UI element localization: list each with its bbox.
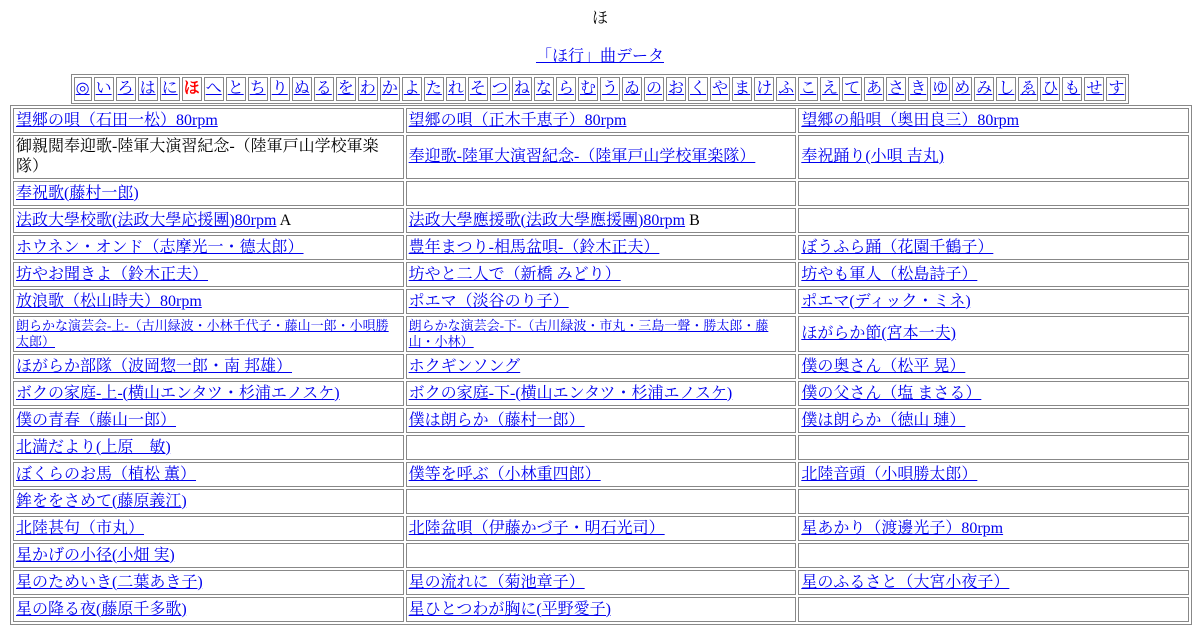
song-cell xyxy=(406,597,797,622)
song-cell xyxy=(406,543,797,568)
song-link[interactable]: ポエマ(ディック・ミネ) xyxy=(801,292,971,310)
table-row xyxy=(13,262,1189,287)
song-link[interactable]: ポエマ（淡谷のり子） xyxy=(408,292,569,310)
song-cell xyxy=(798,543,1189,568)
kana-index-cell xyxy=(776,77,796,101)
song-link[interactable]: 星のためいき(二葉あき子) xyxy=(16,573,203,591)
kana-index-link[interactable]: み xyxy=(976,80,993,97)
kana-index-link[interactable]: や xyxy=(712,80,729,97)
song-cell xyxy=(798,181,1189,206)
song-cell xyxy=(13,543,404,568)
kana-index-link[interactable]: す xyxy=(1108,80,1125,97)
song-link[interactable]: 北満だより(上原 敏) xyxy=(16,438,171,456)
song-cell xyxy=(798,289,1189,314)
song-cell xyxy=(798,108,1189,133)
kana-index-cell xyxy=(336,77,356,101)
song-link[interactable]: 望郷の唄（正木千恵子）80rpm xyxy=(408,111,627,129)
table-row xyxy=(13,462,1189,487)
song-link[interactable]: 奉祝歌(藤村一郎) xyxy=(16,184,139,202)
kana-index-cell xyxy=(864,77,884,101)
song-link[interactable]: ホクギンソング xyxy=(408,357,521,375)
kana-index-link[interactable]: た xyxy=(425,80,442,97)
kana-index-container xyxy=(0,74,1200,104)
kana-index-link[interactable]: わ xyxy=(359,80,376,97)
table-row xyxy=(13,354,1189,379)
kana-index-cell xyxy=(534,77,554,101)
song-cell xyxy=(798,235,1189,260)
kana-index-cell xyxy=(1084,77,1104,101)
kana-index-link[interactable]: の xyxy=(646,80,663,97)
kana-index-cell xyxy=(490,77,510,101)
table-row xyxy=(13,570,1189,595)
kana-index-cell xyxy=(556,77,576,101)
kana-index xyxy=(71,74,1130,104)
song-link[interactable]: 北陸音頭（小唄勝太郎） xyxy=(801,465,978,483)
kana-index-link[interactable]: ひ xyxy=(1042,80,1059,97)
song-link[interactable]: 放浪歌（松山時夫）80rpm xyxy=(16,292,202,310)
song-cell xyxy=(406,135,797,179)
table-row xyxy=(13,543,1189,568)
kana-index-link[interactable]: ふ xyxy=(778,80,795,97)
kana-index-link[interactable]: め xyxy=(954,80,971,97)
kana-index-link[interactable]: り xyxy=(271,80,288,97)
kana-index-cell xyxy=(74,77,92,101)
song-cell xyxy=(798,408,1189,433)
kana-index-cell xyxy=(160,77,180,101)
kana-index-cell xyxy=(930,77,950,101)
kana-index-cell xyxy=(380,77,400,101)
song-cell xyxy=(406,289,797,314)
song-link[interactable]: 坊やお聞きよ（鈴木正夫） xyxy=(16,265,209,283)
song-cell xyxy=(406,516,797,541)
song-link[interactable]: 星ひとつわが胸に(平野愛子) xyxy=(408,600,611,618)
song-cell xyxy=(406,262,797,287)
side-label: B xyxy=(689,211,700,229)
song-cell xyxy=(406,570,797,595)
kana-index-link[interactable]: ろ xyxy=(117,80,134,97)
kana-index-link[interactable]: か xyxy=(381,80,398,97)
song-link[interactable]: 坊やと二人で（新橋 みどり） xyxy=(408,265,621,283)
kana-index-link[interactable]: へ xyxy=(205,80,222,97)
song-cell xyxy=(13,108,404,133)
song-link[interactable]: 星の降る夜(藤原千多歌) xyxy=(16,600,187,618)
song-cell xyxy=(798,316,1189,352)
song-link[interactable]: 朗らかな演芸会-上-（古川緑波・小林千代子・藤山一郎・小唄勝太郎） xyxy=(16,318,389,349)
table-row xyxy=(13,181,1189,206)
kana-index-cell xyxy=(314,77,334,101)
song-cell xyxy=(798,435,1189,460)
song-cell xyxy=(798,597,1189,622)
song-cell xyxy=(406,181,797,206)
kana-index-link[interactable]: に xyxy=(161,80,178,97)
side-label: A xyxy=(279,211,292,229)
kana-index-link[interactable]: と xyxy=(227,80,244,97)
kana-index-cell xyxy=(94,77,114,101)
song-link[interactable]: 法政大學應援歌(法政大學應援團)80rpm xyxy=(408,211,686,229)
kana-index-link[interactable]: も xyxy=(1064,80,1081,97)
kana-index-cell xyxy=(666,77,686,101)
kana-index-cell xyxy=(820,77,840,101)
kana-index-link[interactable]: む xyxy=(579,80,596,97)
kana-index-cell xyxy=(116,77,136,101)
song-cell xyxy=(798,516,1189,541)
table-row xyxy=(13,489,1189,514)
song-link[interactable]: 北陸甚句（市丸） xyxy=(16,519,145,537)
song-link[interactable]: 僕の青春（藤山一郎） xyxy=(16,411,177,429)
kana-index-link[interactable]: れ xyxy=(447,80,464,97)
song-cell xyxy=(406,354,797,379)
song-cell xyxy=(406,462,797,487)
kana-index-cell xyxy=(1062,77,1082,101)
song-cell xyxy=(798,262,1189,287)
song-cell xyxy=(798,462,1189,487)
song-cell xyxy=(13,489,404,514)
song-cell xyxy=(13,462,404,487)
song-cell xyxy=(406,235,797,260)
song-cell xyxy=(13,181,404,206)
kana-index-cell xyxy=(842,77,862,101)
kana-index-link[interactable]: は xyxy=(139,80,156,97)
song-cell xyxy=(13,381,404,406)
table-row xyxy=(13,408,1189,433)
kana-index-link[interactable]: ぬ xyxy=(293,80,310,97)
page-title: ほ xyxy=(591,10,608,27)
song-cell xyxy=(13,289,404,314)
table-row xyxy=(13,235,1189,260)
song-link[interactable]: 北陸盆唄（伊藤かづ子・明石光司） xyxy=(408,519,665,537)
song-link[interactable]: 僕は朗らか（藤村一郎） xyxy=(408,411,585,429)
song-table xyxy=(10,105,1192,625)
song-link[interactable]: ホウネン・オンド（志摩光一・德太郎） xyxy=(16,238,304,256)
kana-index-cell xyxy=(292,77,312,101)
kana-index-link[interactable]: ま xyxy=(734,80,751,97)
table-row xyxy=(13,289,1189,314)
kana-index-link[interactable]: そ xyxy=(469,80,486,97)
song-cell xyxy=(13,516,404,541)
song-link[interactable]: ボクの家庭-上-(横山エンタツ・杉浦エノスケ) xyxy=(16,384,340,402)
song-cell xyxy=(406,316,797,352)
kana-index-link[interactable]: な xyxy=(535,80,552,97)
song-cell xyxy=(406,489,797,514)
song-cell xyxy=(13,316,404,352)
kana-index-cell xyxy=(600,77,620,101)
kana-index-cell xyxy=(578,77,598,101)
song-link[interactable]: ぼうふら踊（花園千鶴子） xyxy=(801,238,994,256)
song-link[interactable]: ボクの家庭-下-(横山エンタツ・杉浦エノスケ) xyxy=(408,384,733,402)
kana-index-link[interactable]: け xyxy=(756,80,773,97)
song-cell xyxy=(798,208,1189,233)
kana-index-cell xyxy=(952,77,972,101)
kana-index-link[interactable]: い xyxy=(95,80,112,97)
kana-index-link[interactable]: る xyxy=(315,80,332,97)
song-cell xyxy=(798,381,1189,406)
song-link[interactable]: 僕の父さん（塩 まさる） xyxy=(801,384,982,402)
kana-index-link[interactable]: お xyxy=(668,80,685,97)
song-link[interactable]: 奉迎歌-陸軍大演習紀念-（陸軍戸山学校軍楽隊） xyxy=(408,148,756,165)
song-table-container xyxy=(10,105,1192,625)
kana-index-cell xyxy=(996,77,1016,101)
kana-index-link[interactable]: ね xyxy=(513,80,530,97)
song-cell xyxy=(798,135,1189,179)
song-link[interactable]: 星かげの小径(小畑 実) xyxy=(16,546,175,564)
kana-index-cell xyxy=(908,77,928,101)
kana-index-link[interactable]: ち xyxy=(249,80,266,97)
song-link[interactable]: 望郷の船唄（奥田良三）80rpm xyxy=(801,111,1020,129)
kana-index-cell xyxy=(644,77,664,101)
song-link[interactable]: 奉祝踊り(小唄 吉丸) xyxy=(801,148,944,165)
song-link[interactable]: ほがらか部隊（波岡惣一郎・南 邦雄） xyxy=(16,357,293,375)
song-cell xyxy=(798,570,1189,595)
kana-index-cell xyxy=(468,77,488,101)
kana-index-link[interactable]: ゐ xyxy=(623,80,640,97)
song-cell xyxy=(406,408,797,433)
song-cell xyxy=(798,489,1189,514)
song-link[interactable]: 鉾ををさめて(藤原義江) xyxy=(16,492,187,510)
kana-index-cell xyxy=(402,77,422,101)
kana-index-cell xyxy=(204,77,224,101)
song-link[interactable]: 星あかり（渡邊光子）80rpm xyxy=(801,519,1004,537)
sublink-row xyxy=(0,46,1200,68)
song-link[interactable]: 僕は朗らか（徳山 璉） xyxy=(801,411,966,429)
song-cell xyxy=(406,108,797,133)
kana-index-link[interactable]: き xyxy=(910,80,927,97)
song-cell xyxy=(13,570,404,595)
kana-index-link[interactable]: く xyxy=(690,80,707,97)
song-cell xyxy=(798,354,1189,379)
song-link[interactable]: 法政大學校歌(法政大學応援團)80rpm xyxy=(16,211,277,229)
kana-index-cell xyxy=(512,77,532,101)
table-row xyxy=(13,108,1189,133)
kana-index-cell xyxy=(1018,77,1038,101)
song-link[interactable]: 星の流れに（菊池章子） xyxy=(408,573,585,591)
song-link[interactable]: ぼくらのお馬（植松 薫） xyxy=(16,465,197,483)
song-cell xyxy=(406,381,797,406)
song-cell xyxy=(13,597,404,622)
kana-index-link[interactable]: つ xyxy=(491,80,508,97)
kana-index-cell xyxy=(226,77,246,101)
kana-index-link[interactable]: え xyxy=(822,80,839,97)
song-cell xyxy=(13,208,404,233)
song-link[interactable]: 僕等を呼ぶ（小林重四郎） xyxy=(408,465,601,483)
table-row xyxy=(13,597,1189,622)
kana-index-link[interactable]: ◎ xyxy=(75,80,90,97)
song-cell xyxy=(13,408,404,433)
song-cell xyxy=(13,435,404,460)
song-cell xyxy=(13,135,404,179)
kana-index-link[interactable]: ゑ xyxy=(1020,80,1037,97)
kana-index-cell xyxy=(358,77,378,101)
table-row xyxy=(13,435,1189,460)
table-row xyxy=(13,316,1189,352)
kana-index-cell xyxy=(732,77,752,101)
kana-index-cell xyxy=(798,77,818,101)
kana-index-cell xyxy=(688,77,708,101)
song-cell xyxy=(13,354,404,379)
kana-index-link[interactable]: し xyxy=(998,80,1015,97)
table-row xyxy=(13,516,1189,541)
kana-index-current: ほ xyxy=(182,77,202,101)
kana-index-cell xyxy=(270,77,290,101)
table-row xyxy=(13,381,1189,406)
kana-index-link[interactable]: よ xyxy=(403,80,420,97)
song-link[interactable]: 朗らかな演芸会-下-（古川緑波・市丸・三島一聲・勝太郎・藤山・小林） xyxy=(408,318,769,349)
song-title: 御親閲奉迎歌-陸軍大演習紀念-（陸軍戸山学校軍楽隊） xyxy=(16,138,379,175)
kana-index-cell xyxy=(754,77,774,101)
kana-index-cell xyxy=(974,77,994,101)
kana-index-link[interactable]: て xyxy=(844,80,861,97)
song-link[interactable]: 僕の奥さん（松平 晃） xyxy=(801,357,966,375)
kana-index-cell xyxy=(1040,77,1060,101)
song-link[interactable]: ほがらか節(宮本一夫) xyxy=(801,325,956,342)
kana-index-cell xyxy=(446,77,466,101)
song-link[interactable]: 坊やも軍人（松島詩子） xyxy=(801,265,978,283)
kana-index-link[interactable]: う xyxy=(601,80,618,97)
kana-index-link[interactable]: を xyxy=(337,80,354,97)
kana-index-link[interactable]: こ xyxy=(800,80,817,97)
song-cell xyxy=(13,262,404,287)
kana-index-link[interactable]: ら xyxy=(557,80,574,97)
ho-row-song-data-link[interactable]: 「ほ行」曲データ xyxy=(535,48,664,65)
table-row xyxy=(13,208,1189,233)
kana-index-link[interactable]: さ xyxy=(888,80,905,97)
kana-index-cell xyxy=(622,77,642,101)
kana-index-cell xyxy=(424,77,444,101)
kana-index-link[interactable]: せ xyxy=(1086,80,1103,97)
kana-index-link[interactable]: ゆ xyxy=(932,80,949,97)
song-cell xyxy=(406,208,797,233)
table-row xyxy=(13,135,1189,179)
song-cell xyxy=(406,435,797,460)
kana-index-cell xyxy=(710,77,730,101)
song-link[interactable]: 星のふるさと（大宮小夜子） xyxy=(801,573,1010,591)
kana-index-cell xyxy=(1106,77,1126,101)
kana-index-link[interactable]: あ xyxy=(866,80,883,97)
song-link[interactable]: 豊年まつり-相馬盆唄-（鈴木正夫） xyxy=(408,238,660,256)
kana-index-cell xyxy=(248,77,268,101)
kana-index-cell xyxy=(886,77,906,101)
song-link[interactable]: 望郷の唄（石田一松）80rpm xyxy=(16,111,218,129)
kana-index-cell xyxy=(138,77,158,101)
song-cell xyxy=(13,235,404,260)
